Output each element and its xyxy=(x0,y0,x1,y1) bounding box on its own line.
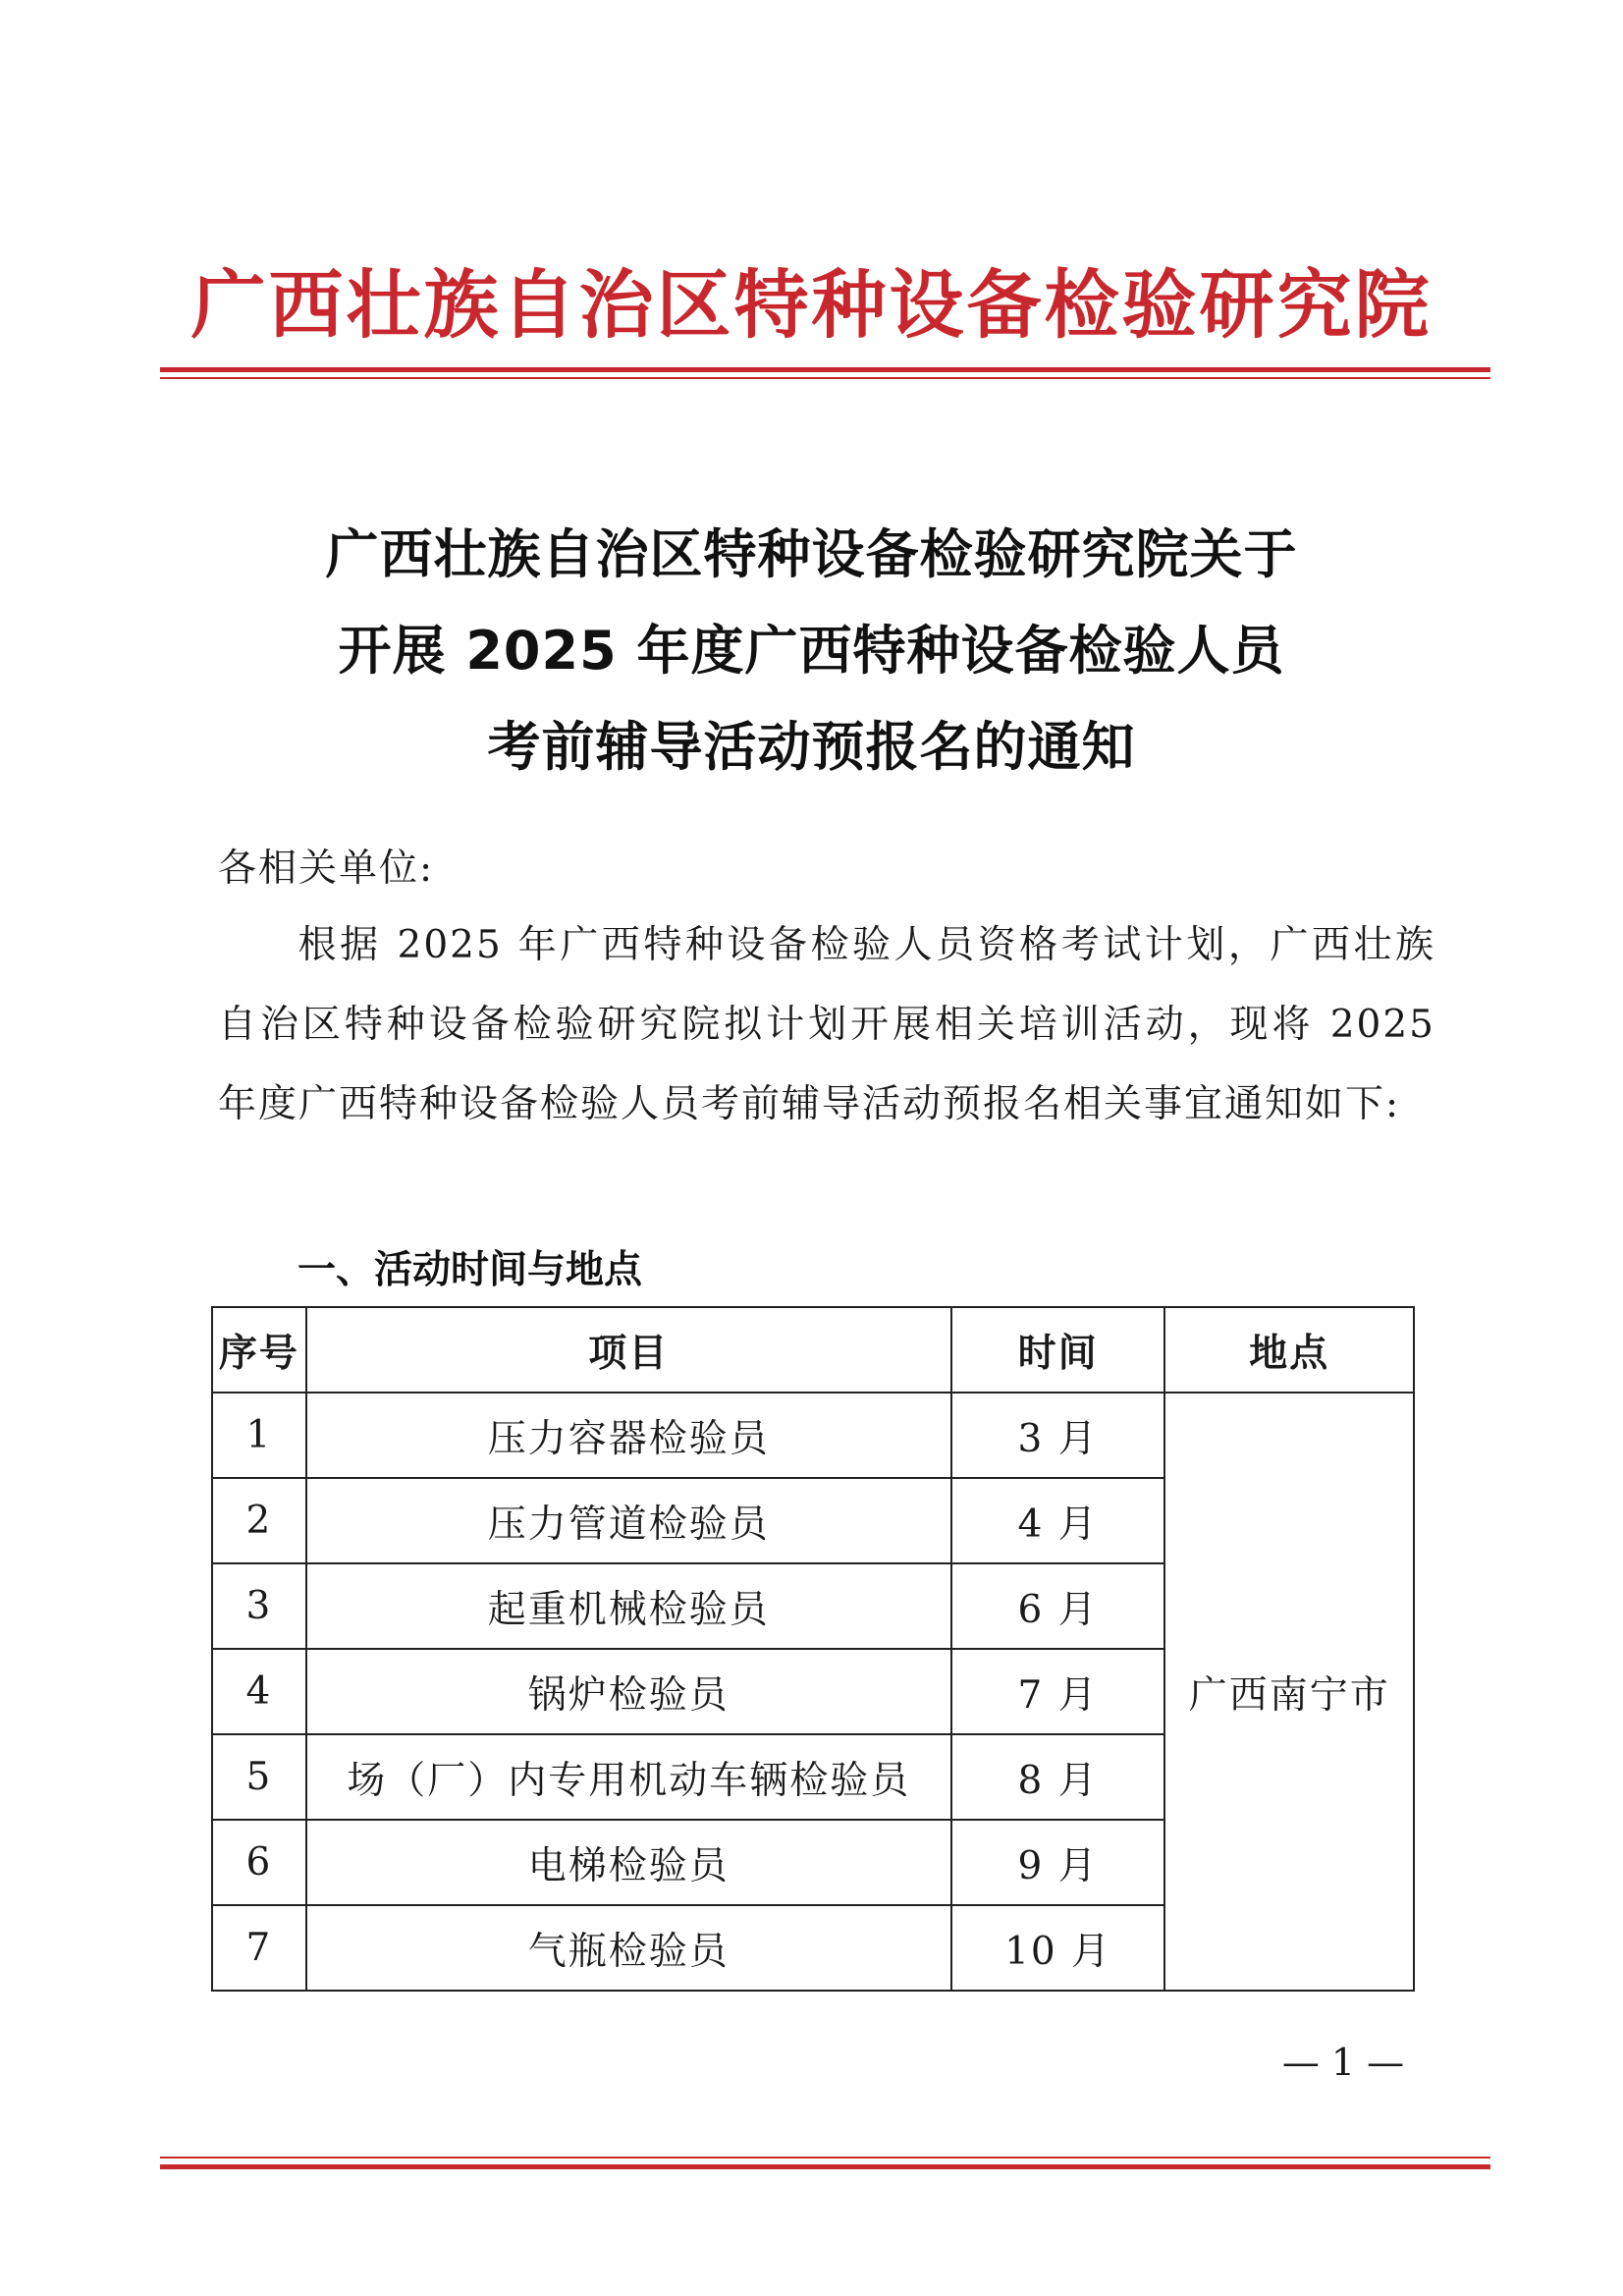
header-no: 序号 xyxy=(212,1307,306,1393)
row-time: 10 月 xyxy=(951,1905,1165,1991)
footer-rule-thin xyxy=(160,2157,1490,2159)
document-title-line-2: 开展 2025 年度广西特种设备检验人员 xyxy=(338,620,1285,682)
header-time: 时间 xyxy=(951,1307,1165,1393)
row-time: 3 月 xyxy=(951,1393,1165,1478)
salutation: 各相关单位: xyxy=(218,847,435,891)
document-title-line-1: 广西壮族自治区特种设备检验研究院关于 xyxy=(325,523,1298,585)
letterhead-rule-thick xyxy=(160,367,1490,372)
schedule-table xyxy=(211,1306,1415,1992)
footer-rule-thick xyxy=(160,2164,1490,2169)
letterhead-title: 广西壮族自治区特种设备检验研究院 xyxy=(190,261,1433,349)
location-cell: 广西南宁市 xyxy=(1164,1393,1414,1991)
intro-paragraph-text: 根据 2025 年广西特种设备检验人员资格考试计划，广西壮族自治区特种设备检验研究院拟计划开展相关培训活动，现将 2025 年度广西特种设备检验人员考前辅导活动预报名相关事宜通知如下: xyxy=(218,923,1435,1126)
row-time: 7 月 xyxy=(951,1649,1165,1734)
table-row xyxy=(212,1393,1414,1478)
row-item: 气瓶检验员 xyxy=(306,1905,951,1991)
letterhead-rule-thin xyxy=(160,377,1490,379)
section-heading-schedule: 一、活动时间与地点 xyxy=(298,1248,643,1292)
header-item: 项目 xyxy=(306,1307,951,1393)
row-time: 9 月 xyxy=(951,1820,1165,1905)
header-place: 地点 xyxy=(1164,1307,1414,1393)
row-item: 场（厂）内专用机动车辆检验员 xyxy=(306,1734,951,1820)
row-time: 4 月 xyxy=(951,1478,1165,1563)
row-no: 1 xyxy=(212,1393,306,1478)
row-no: 7 xyxy=(212,1905,306,1991)
row-no: 6 xyxy=(212,1820,306,1905)
row-no: 5 xyxy=(212,1734,306,1820)
row-no: 2 xyxy=(212,1478,306,1563)
row-time: 8 月 xyxy=(951,1734,1165,1820)
row-item: 锅炉检验员 xyxy=(306,1649,951,1734)
row-time: 6 月 xyxy=(951,1563,1165,1649)
page-number: — 1 — xyxy=(1281,2041,1405,2084)
document-title-line-3: 考前辅导活动预报名的通知 xyxy=(487,716,1136,778)
row-item: 电梯检验员 xyxy=(306,1820,951,1905)
row-item: 压力容器检验员 xyxy=(306,1393,951,1478)
row-no: 3 xyxy=(212,1563,306,1649)
row-item: 压力管道检验员 xyxy=(306,1478,951,1563)
row-item: 起重机械检验员 xyxy=(306,1563,951,1649)
row-no: 4 xyxy=(212,1649,306,1734)
intro-paragraph xyxy=(218,905,1435,1144)
table-header-row xyxy=(212,1307,1414,1393)
